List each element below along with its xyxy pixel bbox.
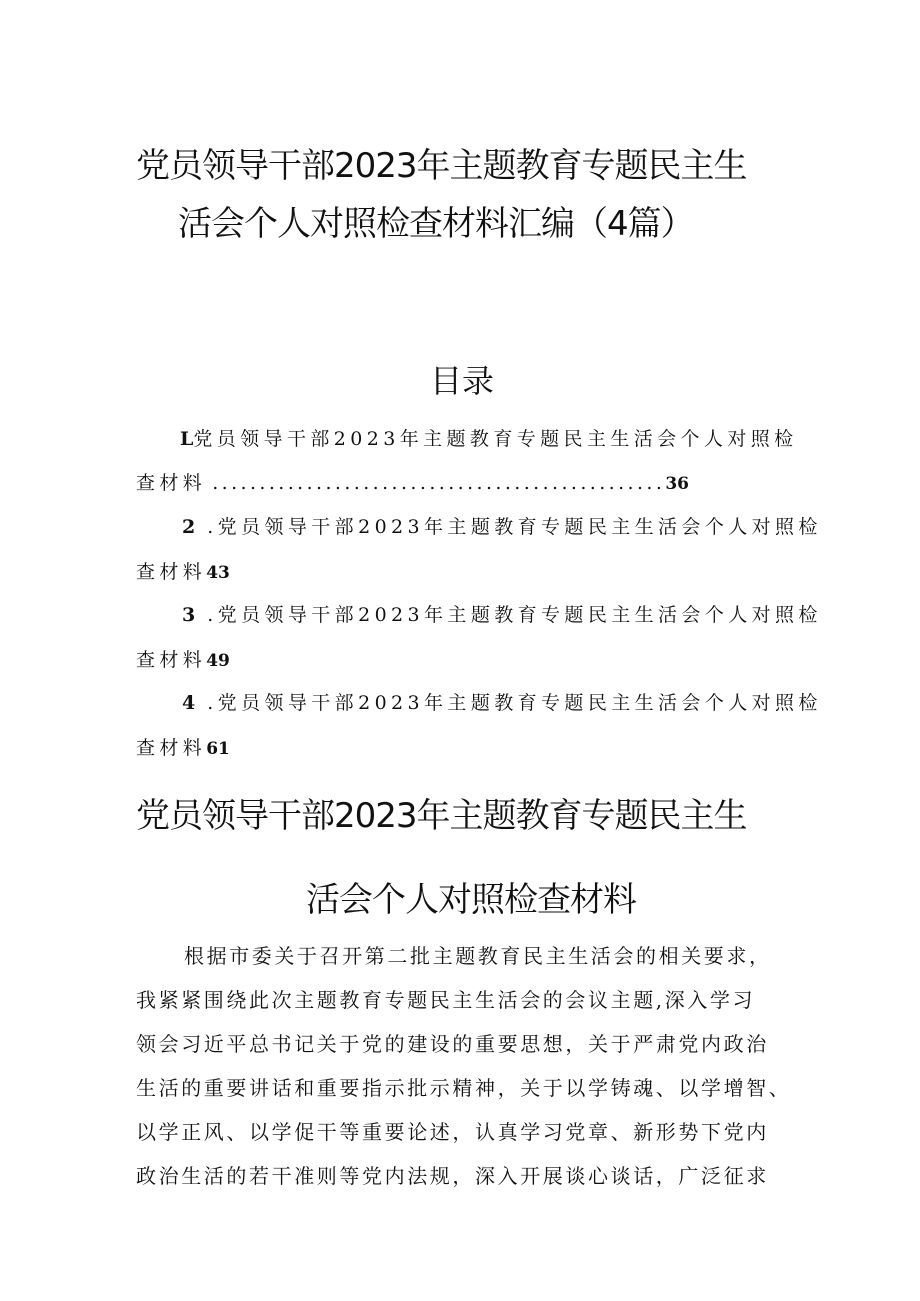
toc-entry-title-continued: 查材料 (136, 737, 207, 759)
toc-page-number: 49 (206, 651, 230, 671)
toc-entry-title: .党员领导干部2023年主题教育专题民主生活会个人对照检 (207, 692, 822, 714)
toc-entry-number: 2 (182, 516, 196, 538)
paragraph-line: 领会习近平总书记关于党的建设的重要思想，关于严肃党内政治 (136, 1032, 769, 1056)
toc-entry-1-line-2[interactable] (136, 468, 689, 495)
article-title-line-1: 党员领导干部2023年主题教育专题民主生 (136, 796, 747, 836)
toc-page-number: 61 (206, 739, 230, 759)
toc-entry-2-line-2[interactable] (136, 557, 230, 584)
toc-entry-title-continued: 查材料 (136, 561, 207, 583)
toc-entry-title-continued: 查材料 (136, 472, 207, 494)
toc-entry-title: .党员领导干部2023年主题教育专题民主生活会个人对照检 (207, 604, 822, 626)
document-title-line-2: 活会个人对照检查材料汇编（4篇） (178, 204, 694, 244)
paragraph-line: 生活的重要讲话和重要指示批示精神，关于以学铸魂、以学增智、 (136, 1076, 792, 1100)
toc-page-number: 43 (206, 563, 230, 583)
toc-entry-number: 3 (182, 604, 196, 626)
toc-entry-1-line-1[interactable] (180, 424, 798, 451)
document-title-line-1: 党员领导干部2023年主题教育专题民主生 (136, 146, 747, 186)
paragraph-line: 我紧紧围绕此次主题教育专题民主生活会的会议主题,深入学习 (136, 988, 756, 1012)
toc-entry-2-line-1[interactable] (182, 512, 822, 539)
toc-entry-3-line-1[interactable] (182, 600, 822, 627)
toc-leader-dots: ................................................ (212, 472, 666, 494)
toc-page-number: 36 (665, 474, 689, 494)
paragraph-line: 政治生活的若干准则等党内法规，深入开展谈心谈话，广泛征求 (136, 1164, 769, 1188)
toc-entry-3-line-2[interactable] (136, 645, 230, 672)
toc-entry-4-line-2[interactable] (136, 733, 230, 760)
toc-entry-number: 4 (182, 692, 196, 714)
article-title-line-2: 活会个人对照检查材料 (306, 880, 636, 920)
toc-entry-title: .党员领导干部2023年主题教育专题民主生活会个人对照检 (207, 516, 822, 538)
toc-entry-number: L (180, 428, 194, 450)
toc-heading: 目录 (430, 362, 495, 400)
toc-entry-title-continued: 查材料 (136, 649, 207, 671)
toc-entry-4-line-1[interactable] (182, 688, 822, 715)
paragraph-line: 根据市委关于召开第二批主题教育民主生活会的相关要求， (184, 944, 772, 968)
toc-entry-title: 党员领导干部2023年主题教育专题民主生活会个人对照检 (193, 428, 798, 450)
paragraph-line: 以学正风、以学促干等重要论述，认真学习党章、新形势下党内 (136, 1120, 769, 1144)
